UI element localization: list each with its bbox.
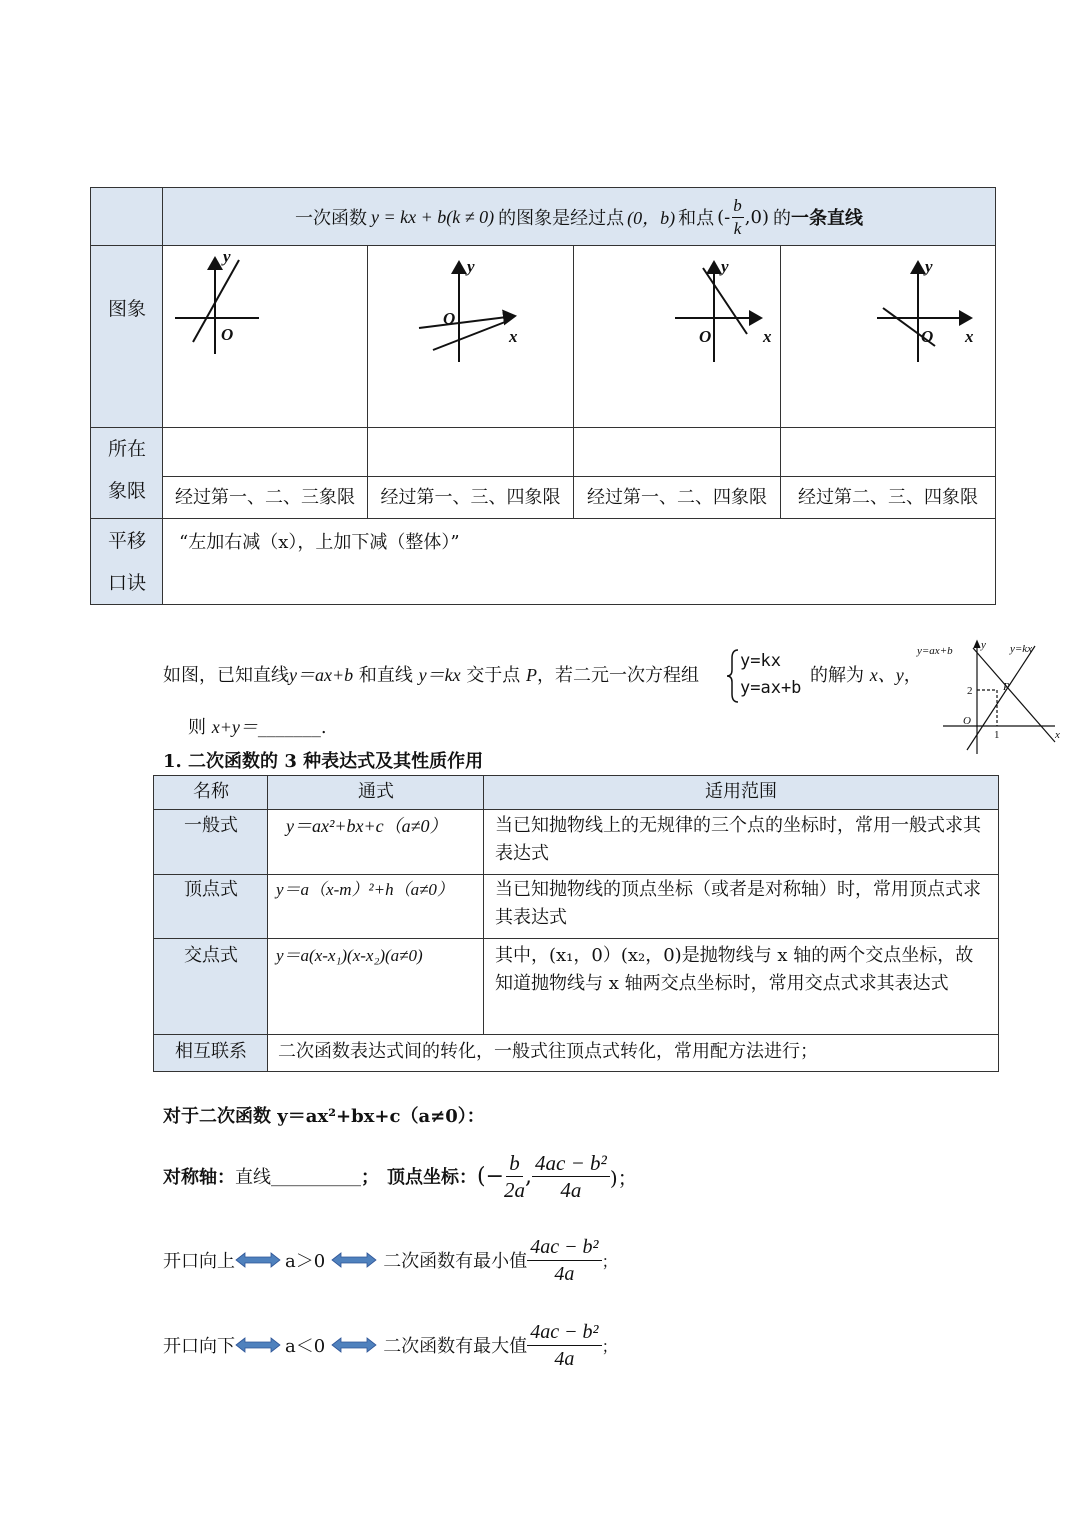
row3-formula: y＝a(x-x₁)(x-x₂)(a≠0): [276, 946, 423, 965]
fig-label-line1: y=ax+b: [917, 645, 953, 657]
axis-vertex-line: 对称轴： 直线 __________ ； 顶点坐标： (− $\frac{b}{2a}$ , $\frac{\text{4ac − b²}}{4a}$ )；: [163, 1150, 638, 1202]
section-heading: 1. 二次函数的 3 种表达式及其性质作用: [163, 751, 484, 772]
g2-y-label: y: [467, 257, 475, 276]
double-arrow-icon: [331, 1337, 377, 1353]
table2-header-name: 名称: [193, 781, 229, 802]
double-arrow-icon: [235, 1252, 281, 1268]
quadrant-text-4: 经过第二、三、四象限: [798, 487, 978, 508]
properties-intro: 对于二次函数 y＝ax²+bx+c（a≠0）：: [163, 1106, 485, 1127]
problem-figure: [915, 638, 1065, 756]
row1-formula: y＝ax²+bx+c（a≠0）: [286, 816, 448, 836]
quadratic-forms-table: [153, 775, 999, 1072]
equation-1: y=kx: [740, 651, 781, 671]
row2-name: 顶点式: [184, 879, 238, 900]
double-arrow-icon: [235, 1337, 281, 1353]
g3-x-label: x: [763, 327, 772, 346]
fig-tick-x: 1: [994, 729, 1000, 741]
row1-name: 一般式: [184, 815, 238, 836]
linear-function-table: [90, 187, 996, 605]
double-arrow-icon: [331, 1252, 377, 1268]
row2-formula: y＝a（x-m）²+h（a≠0）: [276, 880, 454, 899]
relation-label: 相互联系: [175, 1041, 247, 1062]
graph-1: [175, 258, 259, 354]
table-title: 一次函数 y = kx + b(k ≠ 0) 的图象是经过点 (0，b) 和点 (- $\frac{b}{k}$ ,0) 的 一条直线: [295, 195, 863, 238]
quadrant-row-label-2: 象限: [107, 480, 146, 502]
fig-tick-y: 2: [967, 685, 973, 697]
g3-origin-label: O: [699, 327, 712, 346]
fig-label-P: P: [1003, 681, 1010, 693]
table2-header-formula: 通式: [358, 781, 394, 802]
g2-x-label: x: [509, 327, 518, 346]
g4-x-label: x: [965, 327, 974, 346]
fig-label-origin: O: [963, 715, 971, 727]
graph-3: [675, 262, 761, 362]
graph-4: [877, 262, 971, 362]
g4-origin-label: O: [921, 327, 934, 346]
row1-scope: 当已知抛物线上的无规律的三个点的坐标时，常用一般式求其表达式: [495, 815, 981, 864]
table2-name-column: [154, 809, 268, 1071]
row3-name: 交点式: [184, 945, 238, 966]
quadrant-text-1: 经过第一、二、三象限: [175, 487, 355, 508]
g3-y-label: y: [721, 257, 729, 276]
problem-line-2: 则 x+y＝_______.: [188, 717, 327, 738]
fig-label-line2: y=kx: [1010, 643, 1033, 655]
graph-row-label: 图象: [107, 298, 146, 320]
g4-y-label: y: [925, 257, 933, 276]
problem-line-1: 如图，已知直线y＝ax+b 和直线 y＝kx 交于点 P，若二元一次方程组: [163, 665, 700, 686]
translate-row-label-2: 口诀: [107, 572, 146, 594]
g2-origin-label: O: [443, 309, 456, 328]
translation-rule: “左加右减（x），上加下减（整体）”: [179, 532, 460, 553]
fig-label-y: y: [981, 639, 986, 651]
opening-down-line: 开口向下 a＜0 二次函数有最大值 $\frac{\text{4ac − b²}}{4a}$ ；: [163, 1320, 618, 1370]
problem-line-1-end: 的解为 x、y，: [810, 665, 922, 686]
equation-system: [726, 648, 816, 704]
g1-y-label: y: [223, 247, 231, 266]
quadrant-text-3: 经过第一、二、四象限: [587, 487, 767, 508]
table2-header-scope: 适用范围: [705, 781, 777, 802]
row3-scope: 其中，(x₁，0）(x₂，0)是抛物线与 x 轴的两个交点坐标，故知道抛物线与 x 轴两交点坐标时，常用交点式求其表达式: [495, 945, 974, 994]
row2-scope: 当已知抛物线的顶点坐标（或者是对称轴）时，常用顶点式求其表达式: [495, 879, 981, 928]
relation-text: 二次函数表达式间的转化，一般式往顶点式转化，常用配方法进行；: [278, 1041, 818, 1062]
quadrant-row-label-1: 所在: [107, 438, 146, 460]
fig-label-x: x: [1055, 729, 1060, 741]
graph-row: [163, 246, 995, 428]
quadrant-text-2: 经过第一、三、四象限: [380, 487, 561, 508]
g1-origin-label: O: [221, 325, 234, 344]
translate-row-label-1: 平移: [107, 530, 146, 552]
equation-2: y=ax+b: [740, 678, 802, 698]
opening-up-line: 开口向上 a＞0 二次函数有最小值 $\frac{\text{4ac − b²}}{4a}$ ；: [163, 1235, 618, 1285]
graph-2: [419, 262, 515, 362]
